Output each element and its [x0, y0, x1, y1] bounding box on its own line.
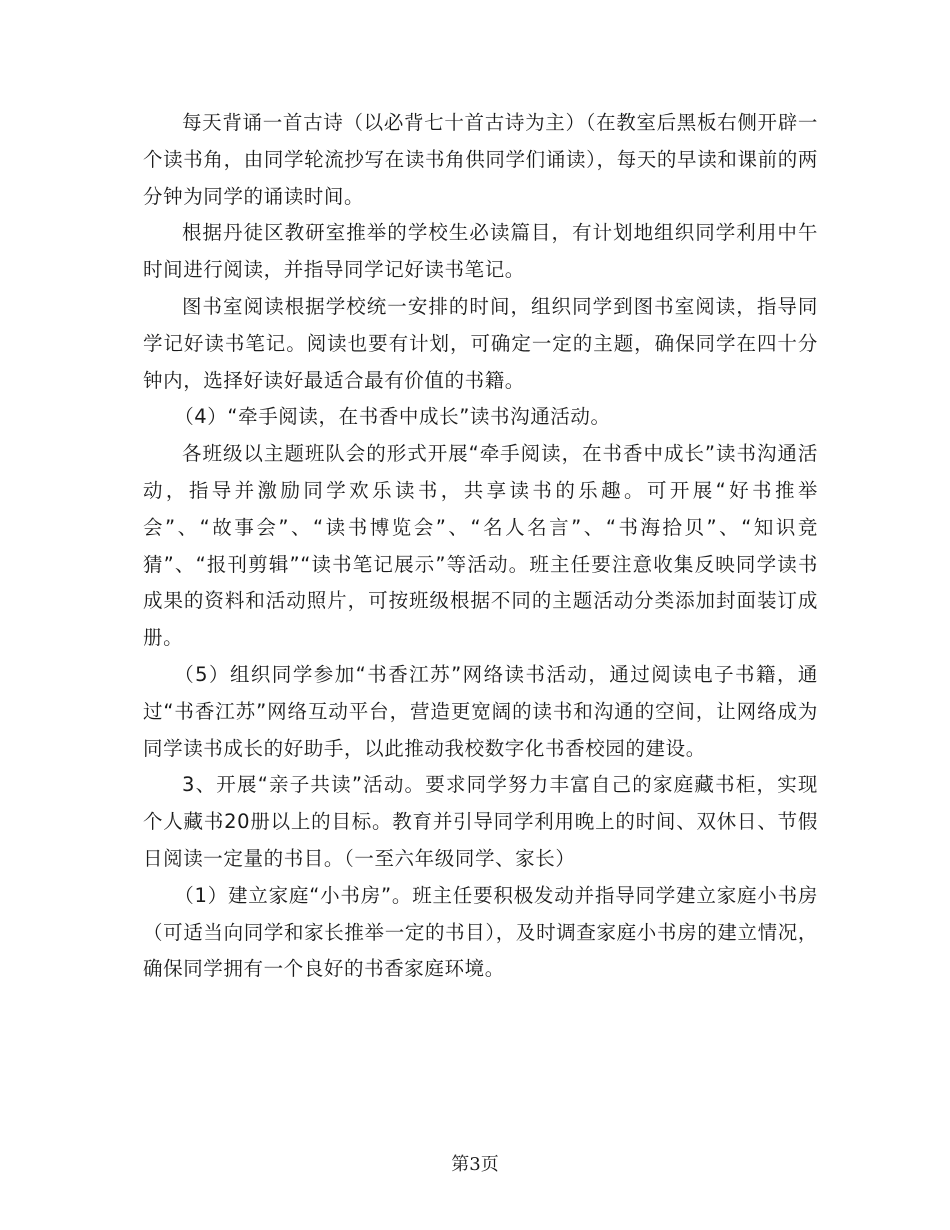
paragraph-recite-poems: 每天背诵一首古诗（以必背七十首古诗为主）（在教室后黑板右侧开辟一个读书角，由同学轮流抄写在读书角供同学们诵读），每天的早读和课前的两分钟为同学的诵读时间。 — [143, 111, 818, 208]
paragraph-home-library: （1）建立家庭“小书房”。班主任要积极发动并指导同学建立家庭小书房（可适当向同学和家长推举一定的书目），及时调查家庭小书房的建立情况，确保同学拥有一个良好的书香家庭环境。 — [143, 883, 818, 981]
paragraph-heading-4: （4）“牵手阅读，在书香中成长”读书沟通活动。 — [174, 405, 611, 429]
paragraph-parent-child-reading: 3、开展“亲子共读”活动。要求同学努力丰富自己的家庭藏书柜，实现个人藏书20册以上的目标。教育并引导同学利用晚上的时间、双休日、节假日阅读一定量的书目。（一至六年级同学、家长） — [143, 773, 818, 870]
paragraph-heading-5: （5）组织同学参加“书香江苏”网络读书活动，通过阅读电子书籍，通过“书香江苏”网络互动平台，营造更宽阔的读书和沟通的空间，让网络成为同学读书成长的好助手，以此推动我校数字化书香校园的建设。 — [143, 662, 818, 760]
paragraph-library-reading: 图书室阅读根据学校统一安排的时间，组织同学到图书室阅读，指导同学记好读书笔记。阅读也要有计划，可确定一定的主题，确保同学在四十分钟内，选择好读好最适合最有价值的书籍。 — [143, 294, 818, 392]
paragraph-required-reading: 根据丹徒区教研室推举的学校生必读篇目，有计划地组织同学利用中午时间进行阅读，并指导同学记好读书笔记。 — [143, 221, 818, 282]
paragraph-class-activities: 各班级以主题班队会的形式开展“牵手阅读，在书香中成长”读书沟通活动，指导并激励同学欢乐读书，共享读书的乐趣。可开展“好书推举会”、“故事会”、“读书博览会”、“名人名言”、“书海拾贝”、“知识竞猜”、“报刊剪辑”“读书笔记展示”等活动。班主任要注意收集反映同学读书成果的资料和活动照片，可按班级根据不同的主题活动分类添加封面装订成册。 — [143, 442, 818, 650]
document-body — [143, 105, 818, 988]
page-number: 第3页 — [451, 1154, 499, 1175]
